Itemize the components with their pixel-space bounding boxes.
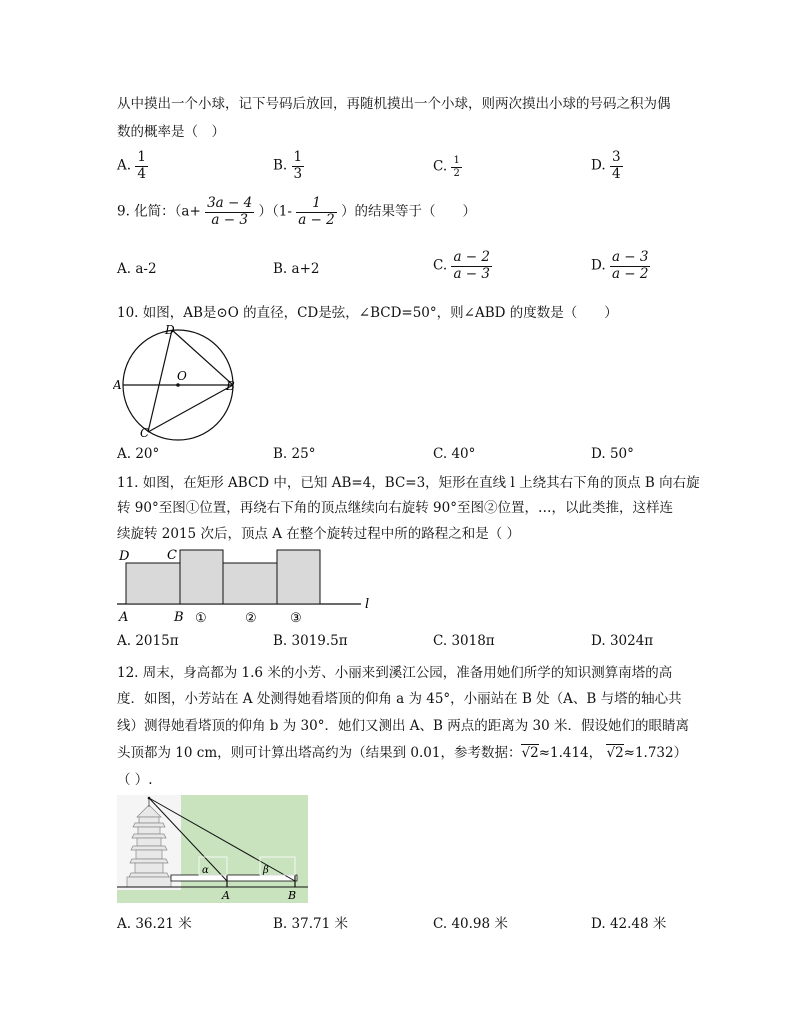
label-a: A xyxy=(113,378,122,392)
label-b: B xyxy=(174,610,184,625)
q8-stem-line1: 从中摸出一个小球，记下号码后放回，再随机摸出一个小球，则两次摸出小球的号码之积为偶 xyxy=(117,96,671,112)
q12-option-a[interactable]: A. 36.21 米 xyxy=(117,916,192,932)
q11-stem-line2: 转 90°至图①位置，再绕右下角的顶点继续向右旋转 90°至图②位置，…，以此类推，这样连 xyxy=(117,500,673,516)
q8-option-c[interactable]: C. $\frac{1}{2}$ xyxy=(433,155,460,179)
q12-tower-figure xyxy=(117,795,308,903)
fraction: $\frac{1}{4}$ xyxy=(137,149,146,182)
label-position-1: ① xyxy=(195,611,207,625)
label-a: A xyxy=(222,889,230,902)
label-d: D xyxy=(119,549,130,564)
rectangle-position-2 xyxy=(223,563,277,604)
q11-option-c[interactable]: C. 3018π xyxy=(433,633,495,649)
q9-option-a[interactable]: A. a-2 xyxy=(117,261,157,277)
q11-option-d[interactable]: D. 3024π xyxy=(591,633,654,649)
eye-level-strip xyxy=(171,875,297,881)
q11-option-a[interactable]: A. 2015π xyxy=(117,633,179,649)
q11-stem-line3: 续旋转 2015 次后，顶点 A 在整个旋转过程中所的路程之和是（ ） xyxy=(117,526,521,542)
rectangle-position-1 xyxy=(180,550,223,604)
q10-option-c[interactable]: C. 40° xyxy=(433,446,476,462)
q12-stem-line4: 头顶都为 10 cm，则可计算出塔高约为（结果到 0.01，参考数据：√2≈1.414， √2≈1.732） xyxy=(117,745,688,761)
label-d: D xyxy=(165,323,175,337)
label-b: B xyxy=(226,379,235,393)
q8-option-b[interactable]: B. $\frac{1}{3}$ xyxy=(273,149,303,182)
q9-option-c[interactable]: C. $\frac{a - 2}{a - 3}$ xyxy=(433,249,490,282)
q9-option-b[interactable]: B. a+2 xyxy=(273,261,320,277)
center-point xyxy=(176,383,180,387)
label-beta: β xyxy=(263,865,269,876)
q10-option-d[interactable]: D. 50° xyxy=(591,446,634,462)
q12-option-d[interactable]: D. 42.48 米 xyxy=(591,916,667,932)
label-alpha: α xyxy=(202,865,209,876)
fraction: $\frac{a - 3}{a - 2}$ xyxy=(611,249,649,282)
q8-option-d[interactable]: D. $\frac{3}{4}$ xyxy=(591,149,621,182)
label-b: B xyxy=(288,889,297,902)
chord-cd xyxy=(148,330,172,432)
q12-option-c[interactable]: C. 40.98 米 xyxy=(433,916,508,932)
q10-stem: 10. 如图，AB是⊙O 的直径，CD是弦，∠BCD=50°，则∠ABD 的度数是（ ） xyxy=(117,305,618,321)
fraction: $\frac{3}{4}$ xyxy=(611,149,621,182)
label-o: O xyxy=(177,369,187,383)
label-c: C xyxy=(167,548,177,563)
q12-stem-line1: 12. 周末，身高都为 1.6 米的小芳、小丽来到溪江公园，准备用她们所学的知识测算南塔的高 xyxy=(117,665,673,681)
q11-option-b[interactable]: B. 3019.5π xyxy=(273,633,348,649)
rectangle-abcd xyxy=(126,563,180,604)
segment-bc xyxy=(148,385,233,432)
q12-stem-line2: 度．如图，小芳站在 A 处测得她看塔顶的仰角 a 为 45°，小丽站在 B 处（A、B 与塔的轴心共 xyxy=(117,691,682,707)
sqrt-symbol: √2 xyxy=(521,745,539,761)
label-line-l: l xyxy=(365,597,370,612)
label-position-2: ② xyxy=(245,611,257,625)
q11-stem-line1: 11. 如图，在矩形 ABCD 中，已知 AB=4，BC=3，矩形在直线 l 上绕其右下角的顶点 B 向右旋 xyxy=(117,475,700,491)
q9-stem: 9. 化简：（a+ $\frac{3a - 4}{a - 3}$ ）（1- $\frac{1}{a - 2}$ ）的结果等于（ ） xyxy=(117,195,477,228)
sqrt-symbol: √2 xyxy=(606,745,624,761)
q10-circle-figure xyxy=(113,322,243,442)
fraction: $\frac{3a - 4}{a - 3}$ xyxy=(207,195,253,228)
q8-option-a[interactable]: A. $\frac{1}{4}$ xyxy=(117,149,146,182)
q8-stem-line2: 数的概率是（ ） xyxy=(117,124,225,140)
q12-stem-line5: （ ）. xyxy=(117,772,153,788)
label-a: A xyxy=(119,610,129,625)
fraction: $\frac{1}{a - 2}$ xyxy=(298,195,335,228)
fraction: $\frac{1}{3}$ xyxy=(293,149,303,182)
rectangle-position-3 xyxy=(277,550,320,604)
q12-option-b[interactable]: B. 37.71 米 xyxy=(273,916,348,932)
fraction: $\frac{a - 2}{a - 3}$ xyxy=(453,249,490,282)
q12-stem-line3: 线）测得她看塔顶的仰角 b 为 30°．她们又测出 A、B 两点的距离为 30 米．假设她们的眼睛离 xyxy=(117,718,689,734)
q9-option-d[interactable]: D. $\frac{a - 3}{a - 2}$ xyxy=(591,249,649,282)
q10-option-a[interactable]: A. 20° xyxy=(117,446,160,462)
q10-option-b[interactable]: B. 25° xyxy=(273,446,316,462)
label-position-3: ③ xyxy=(290,611,302,625)
q11-rectangle-figure xyxy=(113,545,383,625)
label-c: C xyxy=(140,426,150,440)
fraction: $\frac{1}{2}$ xyxy=(453,155,460,179)
